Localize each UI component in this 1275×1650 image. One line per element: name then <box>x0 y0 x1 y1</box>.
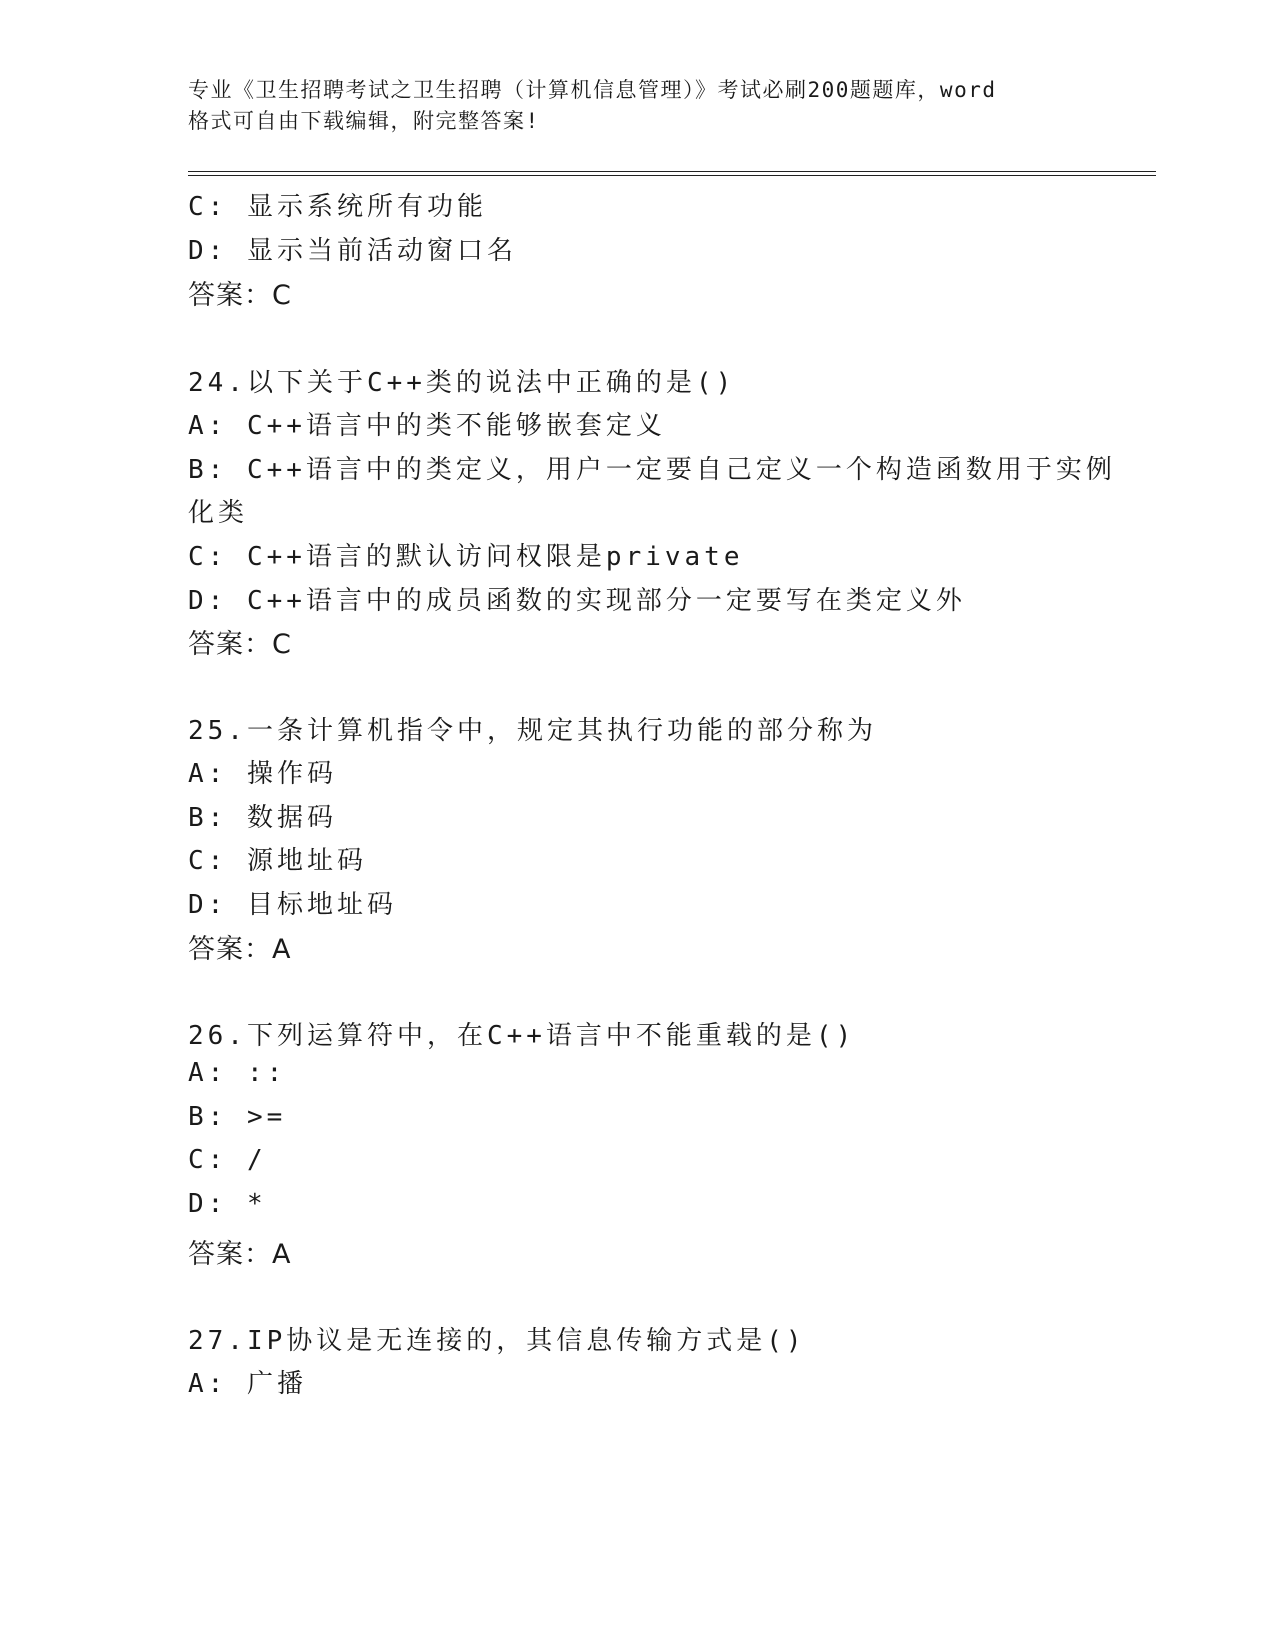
q25-option-a: A: 操作码 <box>188 759 337 789</box>
q24-option-a: A: C++语言中的类不能够嵌套定义 <box>188 411 666 441</box>
q26-option-a: A: :: <box>188 1058 287 1088</box>
q25-answer: 答案：A <box>188 934 292 965</box>
q26-question: 26.下列运算符中，在C++语言中不能重载的是() <box>188 1021 856 1051</box>
document-header-line-1: 专业《卫生招聘考试之卫生招聘（计算机信息管理）》考试必刷200题题库，word <box>188 78 997 102</box>
q25-option-c: C: 源地址码 <box>188 846 367 876</box>
q24-option-d: D: C++语言中的成员函数的实现部分一定要写在类定义外 <box>188 586 966 616</box>
q27-question: 27.IP协议是无连接的，其信息传输方式是() <box>188 1326 806 1356</box>
q25-question: 25.一条计算机指令中，规定其执行功能的部分称为 <box>188 716 877 746</box>
q25-option-b: B: 数据码 <box>188 803 337 833</box>
q26-option-c: C: / <box>188 1145 267 1175</box>
q23-answer: 答案：C <box>188 280 292 311</box>
document-header-line-2: 格式可自由下载编辑，附完整答案! <box>188 109 540 133</box>
q24-option-b-line-1: B: C++语言中的类定义，用户一定要自己定义一个构造函数用于实例 <box>188 455 1116 485</box>
q23-option-c: C: 显示系统所有功能 <box>188 192 487 222</box>
header-divider-top <box>188 171 1156 172</box>
q26-option-b: B: >= <box>188 1102 287 1132</box>
q24-option-c: C: C++语言的默认访问权限是private <box>188 542 744 572</box>
q24-question: 24.以下关于C++类的说法中正确的是() <box>188 368 736 398</box>
q26-answer: 答案：A <box>188 1239 292 1270</box>
q24-answer: 答案：C <box>188 629 292 660</box>
q24-option-b-line-2: 化类 <box>188 498 249 528</box>
header-divider-bottom <box>188 175 1156 176</box>
q26-option-d: D: * <box>188 1189 267 1219</box>
q27-option-a: A: 广播 <box>188 1369 307 1399</box>
q25-option-d: D: 目标地址码 <box>188 890 397 920</box>
q23-option-d: D: 显示当前活动窗口名 <box>188 236 517 266</box>
